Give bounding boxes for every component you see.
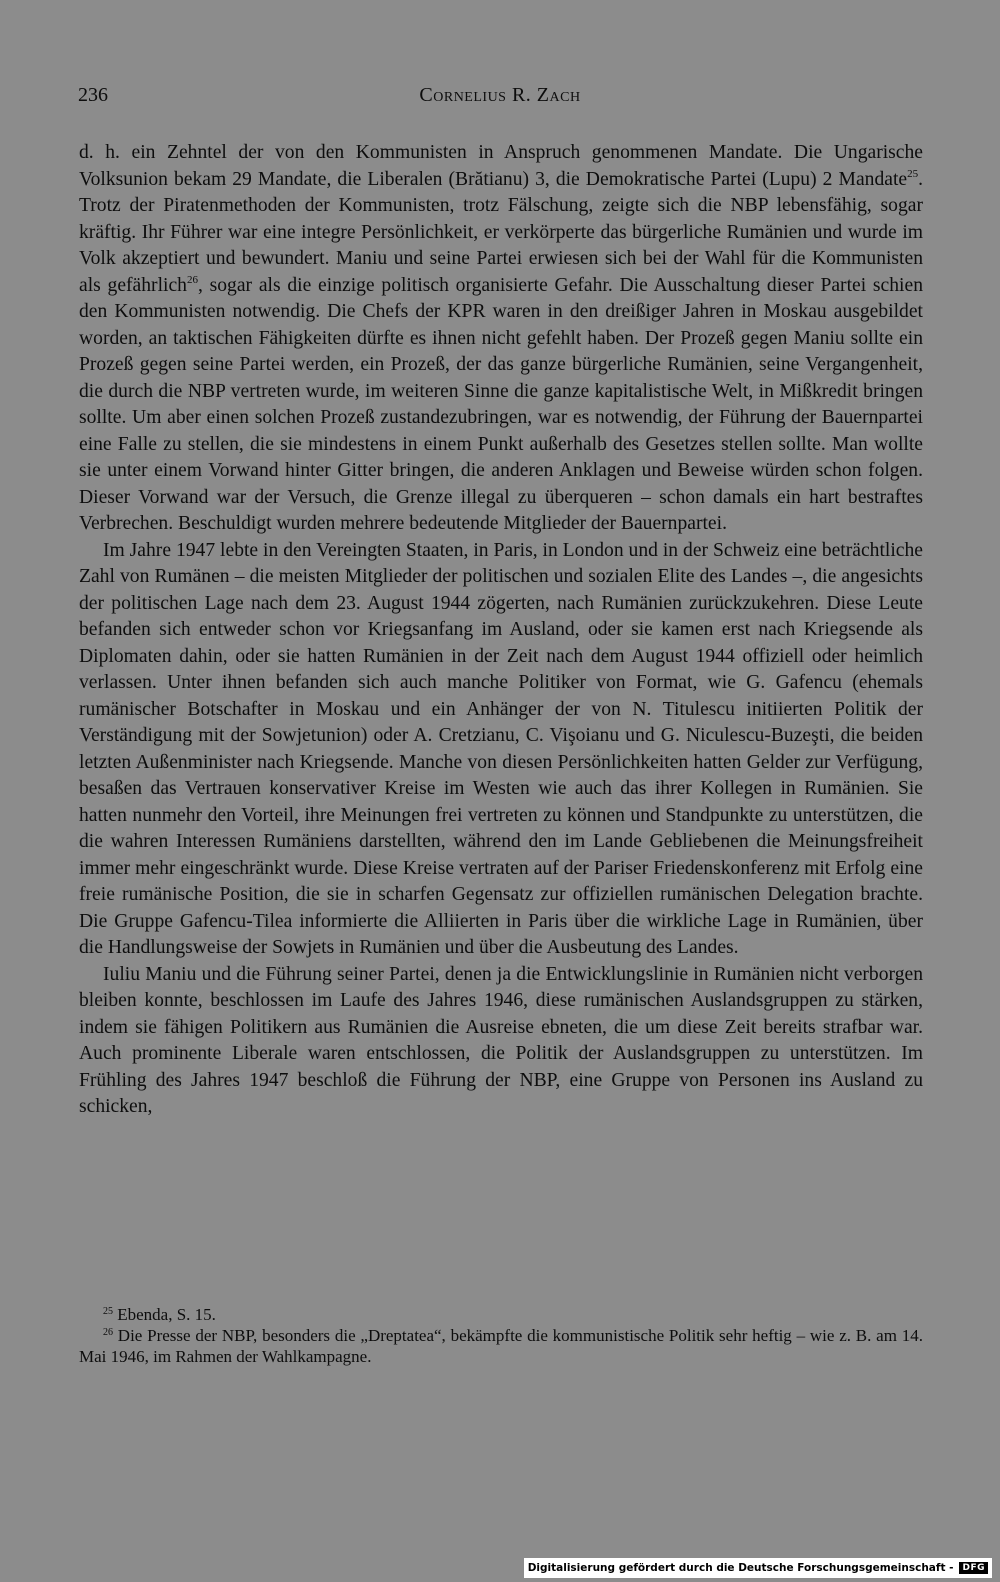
footnote-ref: 26 [186,273,198,286]
paragraph-text: Im Jahre 1947 lebte in den Vereingten Staaten, in Paris, in London und in der Schweiz eine beträchtliche Zahl von Rumänen – die meisten Mitglieder der politischen und sozialen Elite des Landes –, die angesichts der politischen Lage nach dem 23. August 1944 zögerten, nach Rumänien zurückzukehren. Diese Leute befanden sich entweder schon vor Kriegsanfang im Ausland, oder sie kamen erst nach Kriegsende als Diplomaten dahin, oder sie hatten Rumänien in der Zeit nach dem August 1944 offiziell oder heimlich verlassen. Unter ihnen befanden sich auch manche Politiker von Format, wie G. Gafencu (ehemals rumänischer Botschafter in Moskau und ein Anhänger der von N. Titulescu initiierten Politik der Verständigung mit der Sowjetunion) oder A. Cretzianu, C. Vişoianu und G. Niculescu-Buzeşti, die beiden letzten Außenminister nach Kriegsende. Manche von diesen Persönlichkeiten hatten Gelder zur Verfügung, besaßen das Vertrauen konservativer Kreise im Westen wie auch das ihrer Kollegen in Rumänien. Sie hatten nunmehr den Vorteil, ihre Meinungen frei vertreten zu können und Standpunkte zu unterstützen, die die wahren Interessen Rumäniens darstellten, während den im Lande Gebliebenen die Meinungsfreiheit immer mehr eingeschränkt wurde. Diese Kreise vertraten auf der Pariser Friedenskonferenz mit Erfolg eine freie rumänische Position, die sie in scharfen Gegensatz zur offiziellen rumänischen Delegation brachte. Die Gruppe Gafencu-Tilea informierte die Alliierten in Paris über die wirkliche Lage in Rumänien, über die Handlungsweise der Sowjets in Rumänien und über die Ausbeutung des Landes. [79,539,923,958]
paragraph-text: d. h. ein Zehntel der von den Kommunisten in Anspruch genommenen Mandate. Die Ungarische Volksunion bekam 29 Mandate, die Liberalen (Brătianu) 3, die Demokratische Partei (Lupu) 2 Mandate [79,142,923,190]
footnote-number: 25 [103,1306,113,1317]
paragraph [79,962,923,1121]
footnote [79,1325,923,1367]
paragraph-text: , sogar als die einzige politisch organisierte Gefahr. Die Ausschaltung dieser Partei schien den Kommunisten notwendig. Die Chefs der KPR waren in den dreißiger Jahren in Moskau ausgebildet worden, an taktischen Fähigkeiten dürfte es ihnen nicht gefehlt haben. Der Prozeß gegen Maniu sollte ein Prozeß gegen seine Partei werden, ein Prozeß, der das ganze bürgerliche Rumänien, seine Vergangenheit, die durch die NBP vertreten wurde, im weiteren Sinne die ganze kapitalistische Welt, in Mißkredit bringen sollte. Um aber einen solchen Prozeß zustandezubringen, war es notwendig, der Führung der Bauernpartei eine Falle zu stellen, die sie mindestens in einem Punkt außerhalb des Gesetzes stellen sollte. Man wollte sie unter einem Vorwand hinter Gitter bringen, die anderen Anklagen und Beweise würden schon folgen. Dieser Vorwand war der Versuch, die Grenze illegal zu überqueren – schon damals ein hart bestraftes Verbrechen. Beschuldigt wurden mehrere bedeutende Mitglieder der Bauernpartei. [79,274,923,534]
main-text [79,140,923,1121]
running-head [78,84,922,112]
running-head-author: Cornelius R. Zach [419,84,581,106]
page-number: 236 [78,84,108,106]
paragraph [79,140,923,538]
footnote-number: 26 [103,1327,113,1338]
funding-notice-bar [524,1558,992,1578]
paragraph [79,538,923,962]
dfg-logo: DFG [959,1562,988,1574]
funding-notice-text: Digitalisierung gefördert durch die Deutsche Forschungsgemeinschaft - [527,1562,954,1574]
footnote-text: Ebenda, S. 15. [113,1305,216,1324]
footnote-text: Die Presse der NBP, besonders die „Dreptatea“, bekämpfte die kommunistische Politik sehr heftig – wie z. B. am 14. Mai 1946, im Rahmen der Wahlkampagne. [79,1326,923,1366]
footnote-ref: 25 [907,167,919,180]
footnotes [79,1304,923,1367]
paragraph-text: . Trotz der Piratenmethoden der Kommunisten, trotz Fälschung, zeigte sich die NBP lebensfähig, sogar kräftig. Ihr Führer war eine integre Persönlichkeit, er verkörperte das bürgerliche Rumänien und wurde im Volk akzeptiert und bewundert. Maniu und seine Partei erwiesen sich bei der Wahl für die Kommunisten als gefährlich [79,168,923,296]
footnote [79,1304,923,1325]
paragraph-text: Iuliu Maniu und die Führung seiner Partei, denen ja die Entwicklungslinie in Rumänien nicht verborgen bleiben konnte, beschlossen im Laufe des Jahres 1946, diese rumänischen Auslandsgruppen zu stärken, indem sie fähigen Politikern aus Rumänien die Ausreise ebneten, die um diese Zeit bereits strafbar war. Auch prominente Liberale waren entschlossen, die Politik der Auslandsgruppen zu unterstützen. Im Frühling des Jahres 1947 beschloß die Führung der NBP, eine Gruppe von Personen ins Ausland zu schicken, [79,963,923,1117]
